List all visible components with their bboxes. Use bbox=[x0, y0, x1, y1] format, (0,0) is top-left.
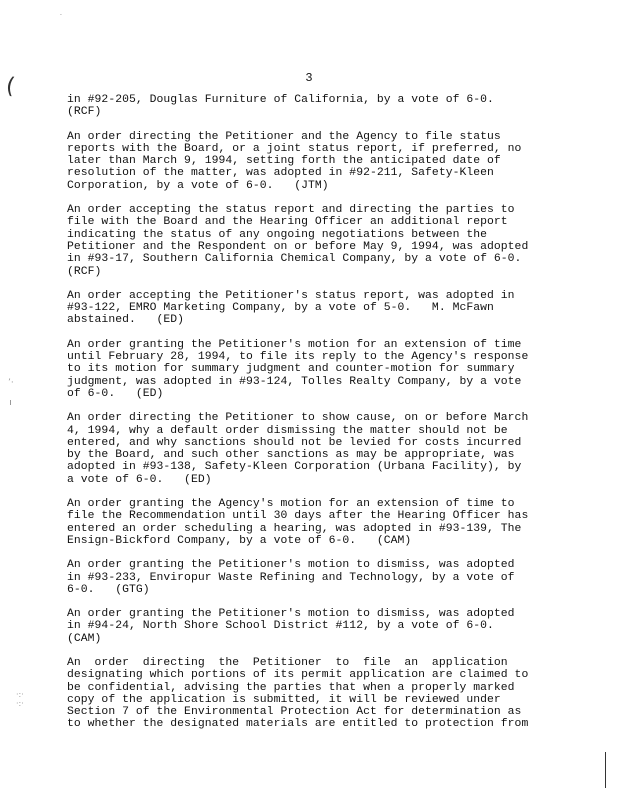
paragraph-line: be confidential, advising the parties that when a properly marked bbox=[67, 681, 515, 694]
paragraph-order-9 bbox=[67, 608, 544, 645]
paragraph-line: Corporation, by a vote of 6-0. (JTM) bbox=[67, 179, 329, 192]
paragraph-line: adopted in #93-138, Safety-Kleen Corporation (Urbana Facility), by bbox=[67, 461, 522, 474]
paragraph-line: Petitioner and the Respondent on or before May 9, 1994, was adopted bbox=[67, 240, 529, 253]
margin-bracket-mark: ( bbox=[4, 73, 17, 100]
paragraph-line: file with the Board and the Hearing Officer an additional report bbox=[67, 216, 508, 229]
scan-speck-mark: · bbox=[60, 12, 62, 19]
paragraph-line: (RCF) bbox=[67, 106, 102, 119]
paragraph-line: in #92-205, Douglas Furniture of California, by a vote of 6-0. bbox=[67, 94, 494, 106]
paragraph-line: abstained. (ED) bbox=[67, 314, 185, 327]
paragraph-line: 6-0. (GTG) bbox=[67, 583, 150, 596]
paragraph-line: until February 28, 1994, to file its reply to the Agency's response bbox=[67, 351, 529, 364]
paragraph-line: An order directing the Petitioner to file an application bbox=[67, 656, 508, 669]
paragraph-line: file the Recommendation until 30 days after the Hearing Officer has bbox=[67, 510, 529, 523]
paragraph-line: in #94-24, North Shore School District #112, by a vote of 6-0. bbox=[67, 620, 494, 633]
paragraph-order-10 bbox=[67, 657, 544, 731]
paragraph-order-4 bbox=[67, 290, 544, 327]
paragraph-line: by the Board, and such other sanctions as may be appropriate, was bbox=[67, 449, 515, 462]
paragraph-line: in #93-17, Southern California Chemical Company, by a vote of 6-0. bbox=[67, 253, 522, 266]
paragraph-line: An order directing the Petitioner to show cause, on or before March bbox=[67, 412, 529, 425]
paragraph-line: a vote of 6-0. (ED) bbox=[67, 473, 212, 486]
paragraph-order-2 bbox=[67, 131, 544, 192]
page-number: 3 bbox=[305, 71, 313, 85]
document-body bbox=[67, 94, 544, 743]
paragraph-line: copy of the application is submitted, it will be reviewed under bbox=[67, 693, 501, 706]
paragraph-line: entered, and why sanctions should not be levied for costs incurred bbox=[67, 436, 522, 449]
paragraph-order-7 bbox=[67, 498, 544, 547]
paragraph-line: (CAM) bbox=[67, 632, 102, 645]
scan-smudge-mark: ʼ· bbox=[8, 378, 14, 388]
paragraph-line: of 6-0. (ED) bbox=[67, 387, 164, 400]
paragraph-line: in #93-233, Enviropur Waste Refining and Technology, by a vote of bbox=[67, 571, 515, 584]
paragraph-line: An order directing the Petitioner and the Agency to file status bbox=[67, 130, 501, 143]
paragraph-line: to whether the designated materials are entitled to protection from bbox=[67, 718, 529, 731]
paragraph-order-1 bbox=[67, 94, 544, 119]
paragraph-line: #93-122, EMRO Marketing Company, by a vote of 5-0. M. McFawn bbox=[67, 302, 494, 315]
paragraph-line: designating which portions of its permit application are claimed to bbox=[67, 669, 529, 682]
paragraph-line: entered an order scheduling a hearing, was adopted in #93-139, The bbox=[67, 522, 522, 535]
paragraph-line: judgment, was adopted in #93-124, Tolles Realty Company, by a vote bbox=[67, 375, 522, 388]
paragraph-line: Ensign-Bickford Company, by a vote of 6-0. (CAM) bbox=[67, 534, 412, 547]
paragraph-order-3 bbox=[67, 204, 544, 278]
paragraph-line: (RCF) bbox=[67, 265, 102, 278]
paragraph-line: An order granting the Petitioner's motion to dismiss, was adopted bbox=[67, 559, 515, 572]
paragraph-order-6 bbox=[67, 412, 544, 486]
paragraph-line: An order granting the Petitioner's motion to dismiss, was adopted bbox=[67, 608, 515, 621]
paragraph-line: Section 7 of the Environmental Protection Act for determination as bbox=[67, 706, 522, 719]
paragraph-order-8 bbox=[67, 559, 544, 596]
paragraph-line: to its motion for summary judgment and counter-motion for summary bbox=[67, 363, 515, 376]
paragraph-line: reports with the Board, or a joint status report, if preferred, no bbox=[67, 142, 522, 155]
paragraph-line: An order granting the Agency's motion for an extension of time to bbox=[67, 498, 515, 511]
paragraph-line: An order granting the Petitioner's motion for an extension of time bbox=[67, 338, 522, 351]
scan-smudge-mark-lower: ·:· ·:· bbox=[16, 690, 24, 708]
paragraph-line: indicating the status of any ongoing negotiations between the bbox=[67, 228, 488, 241]
paragraph-line: An order accepting the status report and directing the parties to bbox=[67, 204, 515, 217]
paragraph-line: resolution of the matter, was adopted in #92-211, Safety-Kleen bbox=[67, 167, 494, 180]
paragraph-line: 4, 1994, why a default order dismissing the matter should not be bbox=[67, 424, 508, 437]
margin-rule-mark bbox=[605, 752, 606, 788]
scan-smudge-tick bbox=[10, 400, 11, 405]
paragraph-line: An order accepting the Petitioner's status report, was adopted in bbox=[67, 289, 515, 302]
paragraph-line: later than March 9, 1994, setting forth the anticipated date of bbox=[67, 155, 501, 168]
paragraph-order-5 bbox=[67, 339, 544, 400]
